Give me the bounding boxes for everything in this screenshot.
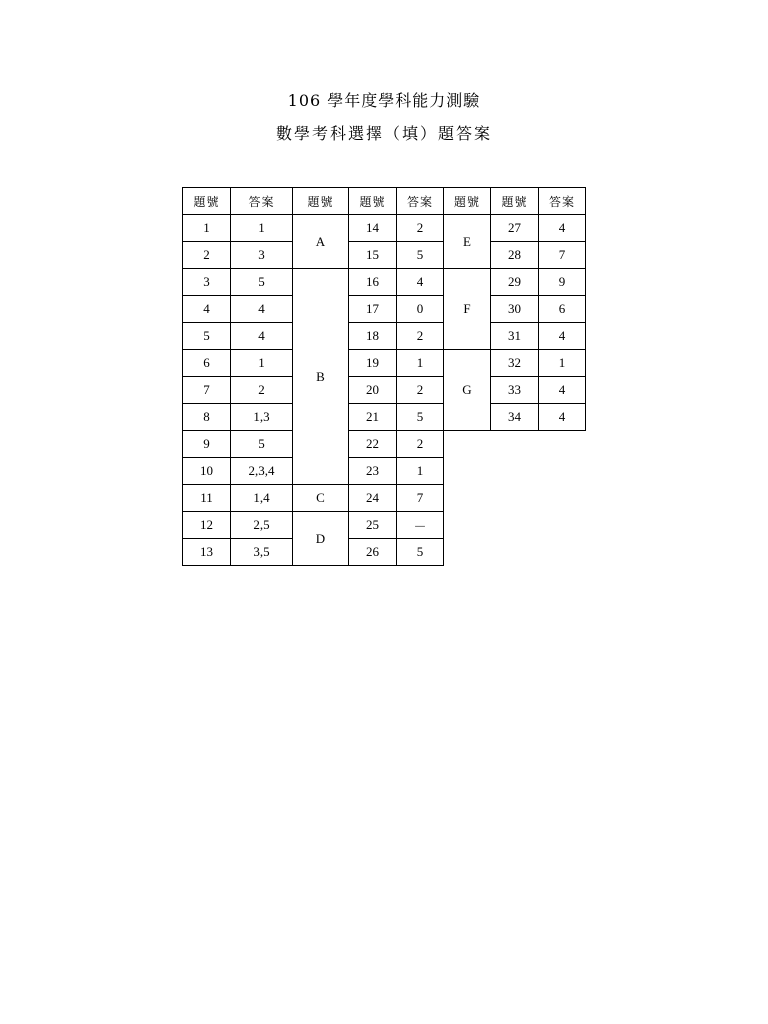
table-row	[183, 269, 586, 296]
table-row	[183, 404, 586, 431]
answer-value: 2,3,4	[231, 458, 293, 485]
header-question-no: 題號	[444, 188, 491, 215]
header-question-no: 題號	[183, 188, 231, 215]
table-row	[183, 323, 586, 350]
group-label: E	[444, 215, 491, 269]
question-number: 25	[349, 512, 397, 539]
question-number: 17	[349, 296, 397, 323]
question-number: 11	[183, 485, 231, 512]
question-number: 28	[491, 242, 539, 269]
question-number: 4	[183, 296, 231, 323]
answer-table	[182, 187, 586, 566]
group-label: C	[293, 485, 349, 512]
question-number: 3	[183, 269, 231, 296]
question-number: 22	[349, 431, 397, 458]
question-number: 29	[491, 269, 539, 296]
answer-key-subtitle: 數學考科選擇（填）題答案	[275, 124, 492, 143]
answer-value: 1	[397, 458, 444, 485]
table-row	[183, 377, 586, 404]
question-number: 6	[183, 350, 231, 377]
question-number: 9	[183, 431, 231, 458]
answer-value: 5	[397, 404, 444, 431]
answer-value: 6	[539, 296, 586, 323]
question-number: 13	[183, 539, 231, 566]
question-number: 19	[349, 350, 397, 377]
answer-value: 2	[397, 431, 444, 458]
question-number: 8	[183, 404, 231, 431]
question-number: 26	[349, 539, 397, 566]
answer-value: 3,5	[231, 539, 293, 566]
question-number: 12	[183, 512, 231, 539]
question-number: 15	[349, 242, 397, 269]
table-row	[183, 242, 586, 269]
answer-value: 5	[397, 242, 444, 269]
table-row	[183, 215, 586, 242]
answer-value: 2,5	[231, 512, 293, 539]
answer-value: 1	[397, 350, 444, 377]
question-number: 32	[491, 350, 539, 377]
header-answer: 答案	[397, 188, 444, 215]
answer-value: 4	[231, 323, 293, 350]
table-row	[183, 296, 586, 323]
answer-value: 2	[231, 377, 293, 404]
header-question-no: 題號	[293, 188, 349, 215]
answer-value: 2	[397, 215, 444, 242]
answer-value: 1	[539, 350, 586, 377]
question-number: 10	[183, 458, 231, 485]
answer-value: 1	[231, 215, 293, 242]
answer-value: 2	[397, 377, 444, 404]
group-label: F	[444, 269, 491, 350]
answer-value: 4	[539, 404, 586, 431]
question-number: 14	[349, 215, 397, 242]
exam-title: 106 學年度學科能力測驗	[287, 91, 481, 110]
answer-value: 1,4	[231, 485, 293, 512]
answer-value: 1	[231, 350, 293, 377]
answer-value: 5	[231, 431, 293, 458]
question-number: 33	[491, 377, 539, 404]
question-number: 31	[491, 323, 539, 350]
answer-value: 1,3	[231, 404, 293, 431]
question-number: 27	[491, 215, 539, 242]
answer-value: 7	[539, 242, 586, 269]
answer-value: 2	[397, 323, 444, 350]
group-label: D	[293, 512, 349, 566]
question-number: 18	[349, 323, 397, 350]
question-number: 1	[183, 215, 231, 242]
group-label: A	[293, 215, 349, 269]
group-label: B	[293, 269, 349, 485]
answer-value: －	[397, 512, 444, 539]
header-answer: 答案	[539, 188, 586, 215]
blank-area	[444, 431, 586, 566]
answer-value: 5	[231, 269, 293, 296]
answer-value: 9	[539, 269, 586, 296]
answer-value: 4	[397, 269, 444, 296]
question-number: 30	[491, 296, 539, 323]
question-number: 5	[183, 323, 231, 350]
header-row	[183, 188, 586, 215]
answer-value: 4	[231, 296, 293, 323]
answer-value: 5	[397, 539, 444, 566]
header-question-no: 題號	[491, 188, 539, 215]
question-number: 2	[183, 242, 231, 269]
answer-value: 0	[397, 296, 444, 323]
question-number: 16	[349, 269, 397, 296]
answer-value: 7	[397, 485, 444, 512]
question-number: 24	[349, 485, 397, 512]
question-number: 34	[491, 404, 539, 431]
answer-value: 3	[231, 242, 293, 269]
table-row	[183, 431, 586, 458]
question-number: 21	[349, 404, 397, 431]
question-number: 20	[349, 377, 397, 404]
table-row	[183, 350, 586, 377]
question-number: 23	[349, 458, 397, 485]
question-number: 7	[183, 377, 231, 404]
group-label: G	[444, 350, 491, 431]
answer-value: 4	[539, 323, 586, 350]
answer-value: 4	[539, 377, 586, 404]
answer-value: 4	[539, 215, 586, 242]
header-answer: 答案	[231, 188, 293, 215]
header-question-no: 題號	[349, 188, 397, 215]
